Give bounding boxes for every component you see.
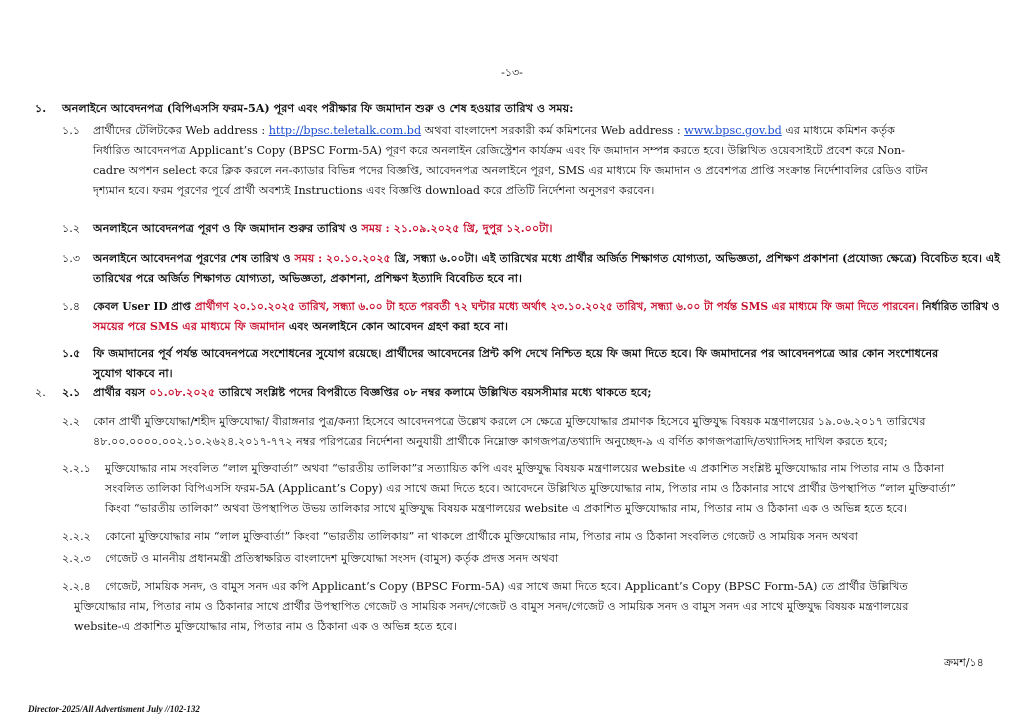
item-1-1-line-4: দৃশ্যমান হবে। ফরম পূরণের পূর্বে প্রার্থী অবশ্যই Instructions এবং বিজ্ঞপ্তি download করে প্রতিটি নির্দেশনা অনুসরণ করবেন।: [93, 184, 655, 197]
continued-marker: ক্রমশ/১৪: [944, 656, 984, 669]
item-1-1-text-c: এর মাধ্যমে কমিশন কর্তৃক: [781, 124, 895, 137]
section-2-number: ২.: [35, 386, 46, 399]
item-2-2-number: ২.২: [62, 415, 81, 428]
footer-reference: Director-2025/All Advertisment July //102-132: [28, 704, 200, 714]
item-1-4-deadline: প্রার্থীগণ ২০.১০.২০২৫ তারিখ, সন্ধ্যা ৬.০০ টা হতে পরবর্তী ৭২ ঘন্টার মধ্যে অর্থাৎ ২৩.১০.২০২৫ তারিখ, সন্ধ্যা ৬.০০ টা পর্যন্ত SMS এর মাধ্যমে ফি জমা দিতে পারবেন।: [194, 299, 919, 313]
item-2-2-4-line-3: website-এ প্রকাশিত মুক্তিযোদ্ধার নাম, পিতার নাম ও ঠিকানা এক ও অভিন্ন হতে হবে।: [74, 620, 457, 633]
item-1-1-number: ১.১: [62, 124, 81, 137]
item-2-2-1-line-3: কিংবা “ভারতীয় তালিকা” অথবা উপস্থাপিত উভয় তালিকার সাথে মুক্তিযুদ্ধ বিষয়ক মন্ত্রণালয়ের website এ প্রকাশিত মুক্তিযোদ্ধার নাম, পিতার নাম ও ঠিকানা এক ও অভিন্ন হতে হবে।: [105, 502, 908, 515]
item-2-1-age-date: ০১.০৮.২০২৫: [149, 385, 216, 399]
item-1-5-number: ১.৫: [62, 346, 81, 360]
item-1-3-text-a: অনলাইনে আবেদনপত্র পূরণের শেষ তারিখ ও: [93, 251, 295, 265]
item-1-3-text-c: খ্রি, সন্ধ্যা ৬.০০টা। এই তারিখের মধ্যে প্রার্থীর অর্জিত শিক্ষাগত যোগ্যতা, অভিজ্ঞতা, প্রশিক্ষণ প্রকাশনা (প্রযোজ্য ক্ষেত্রে) বিবেচিত হবে। এই: [390, 251, 1000, 265]
item-1-3-line-2: তারিখের পরে অর্জিত শিক্ষাগত যোগ্যতা, অভিজ্ঞতা, প্রকাশনা, প্রশিক্ষণ ইত্যাদি বিবেচিত হবে না।: [93, 271, 522, 285]
item-2-2-3-text: গেজেট ও মাননীয় প্রধানমন্ত্রী প্রতিস্বাক্ষরিত বাংলাদেশ মুক্তিযোদ্ধা সংসদ (বামুস) কর্তৃক প্রদত্ত সনদ অথবা: [105, 552, 559, 565]
item-2-2-4-line-2: মুক্তিযোদ্ধার নাম, পিতার নাম ও ঠিকানার সাথে প্রার্থীর উপস্থাপিত গেজেট ও সাময়িক সনদ/গেজেট ও বামুস সনদ/গেজেট ও সাময়িক সনদ ও বামুস সনদ এর সাথে মুক্তিযুদ্ধ বিষয়ক মন্ত্রণালয়ের: [74, 600, 909, 613]
item-1-5-line-2: সুযোগ থাকবে না।: [93, 366, 173, 380]
item-2-1-text-c: তারিখে সংশ্লিষ্ট পদের বিপরীতে বিজ্ঞপ্তির ০৮ নম্বর কলামে উল্লিখিত বয়সসীমার মধ্যে থাকতে হবে;: [215, 385, 652, 399]
item-1-5-line-1: ফি জমাদানের পূর্ব পর্যন্ত আবেদনপত্রে সংশোধনের সুযোগ রয়েছে। প্রার্থীদের আবেদনের প্রিন্ট কপি দেখে নিশ্চিত হয়ে ফি জমা দিতে হবে। ফি জমাদানের পর আবেদনপত্রে আর কোন সংশোধনের: [93, 346, 939, 360]
item-2-2-line-1: কোন প্রার্থী মুক্তিযোদ্ধা/শহীদ মুক্তিযোদ্ধা/ বীরাঙ্গনার পুত্র/কন্যা হিসেবে আবেদনপত্রে উল্লেখ করলে সে ক্ষেত্রে মুক্তিযোদ্ধার প্রমাণক হিসেবে মুক্তিযুদ্ধ বিষয়ক মন্ত্রণালয়ের ১৯.০৬.২০১৭ তারিখের: [93, 415, 926, 428]
section-1-heading: অনলাইনে আবেদনপত্র (বিপিএসসি ফরম-5A) পূরণ এবং পরীক্ষার ফি জমাদান শুরু ও শেষ হওয়ার তারিখ ও সময়:: [62, 101, 574, 115]
item-2-2-2-text: কোনো মুক্তিযোদ্ধার নাম “লাল মুক্তিবার্তা” কিংবা “ভারতীয় তালিকায়” না থাকলে প্রার্থীকে মুক্তিযোদ্ধার নাম, পিতার নাম ও ঠিকানা সংবলিত গেজেট ও সাময়িক সনদ অথবা: [105, 530, 858, 543]
item-1-4-line-1: [93, 298, 1000, 317]
item-1-4-line-2: [93, 318, 508, 337]
item-2-2-line-2: ৪৮.০০.০০০০.০০২.১০.২৬২৪.২০১৭-৭৭২ নম্বর পরিপত্রের নির্দেশনা অনুযায়ী প্রার্থীকে নিম্নোক্ত কাগজপত্র/তথ্যাদি অনুচ্ছেদ-৯ এ বর্ণিত কাগজপত্রাদি/তথ্যাদিসহ দাখিল করতে হবে;: [93, 435, 888, 448]
item-1-4-text-c: নির্ধারিত তারিখ ও: [918, 299, 1000, 313]
item-1-2-number: ১.২: [62, 222, 81, 235]
item-1-2-text: [93, 220, 553, 239]
item-2-2-4-line-1: গেজেট, সাময়িক সনদ, ও বামুস সনদ এর কপি Applicant’s Copy (BPSC Form-5A) এর সাথে জমা দিতে হবে। Applicant’s Copy (BPSC Form-5A) তে প্রার্থীর উল্লিখিত: [105, 580, 908, 593]
item-2-2-2-number: ২.২.২: [62, 530, 91, 543]
bpsc-link[interactable]: www.bpsc.gov.bd: [684, 124, 782, 137]
item-1-4-text-d: এবং অনলাইনে কোন আবেদন গ্রহণ করা হবে না।: [284, 319, 509, 333]
item-1-1-line-3: cadre অপশন select করে ক্লিক করলে নন-ক্যাডার বিভিন্ন পদের বিজ্ঞপ্তি, আবেদনপত্র অনলাইনে পূরণ, SMS এর মাধ্যমে ফি জমাদান ও প্রবেশপত্র প্রাপ্তি সংক্রান্ত নির্দেশাবলির রেডিও বাটন: [93, 164, 928, 177]
page-number: -১৩-: [501, 66, 523, 79]
item-1-1-text-b: অথবা বাংলাদেশ সরকারী কর্ম কমিশনের Web address :: [421, 124, 685, 137]
section-1-number: ১.: [35, 101, 47, 115]
item-1-4-number: ১.৪: [62, 300, 81, 313]
teletalk-link[interactable]: http://bpsc.teletalk.com.bd: [268, 124, 422, 137]
item-1-2-start-time: সময় : ২১.০৯.২০২৫ খ্রি, দুপুর ১২.০০টা।: [361, 221, 553, 235]
item-2-2-4-number: ২.২.৪: [62, 580, 91, 593]
item-2-2-3-number: ২.২.৩: [62, 552, 91, 565]
item-2-1-text-a: প্রার্থীর বয়স: [93, 385, 150, 399]
item-2-1-number: ২.১: [62, 385, 81, 399]
item-2-1-text: [93, 384, 652, 403]
item-1-3-end-time: সময় : ২০.১০.২০২৫: [294, 251, 391, 265]
item-1-1-text-a: প্রার্থীদের টেলিটকের Web address :: [93, 124, 269, 137]
item-1-2-text-a: অনলাইনে আবেদনপত্র পূরণ ও ফি জমাদান শুরুর তারিখ ও: [93, 221, 362, 235]
item-2-2-1-line-2: সংবলিত তালিকা বিপিএসসি ফরম-5A (Applicant’s Copy) এর সাথে জমা দিতে হবে। আবেদনে উল্লিখিত মুক্তিযোদ্ধার নাম, পিতার নাম ও ঠিকানার সাথে প্রার্থীর উপস্থাপিত “লাল মুক্তিবার্তা”: [105, 482, 956, 495]
item-2-2-1-number: ২.২.১: [62, 462, 91, 475]
item-1-1-line-2: নির্ধারিত আবেদনপত্র Applicant’s Copy (BPSC Form-5A) পূরণ করে অনলাইন রেজিস্ট্রেশন কার্যক্রম এবং ফি জমাদান সম্পন্ন করতে হবে। উল্লিখিত ওয়েবসাইটে প্রবেশ করে Non-: [93, 144, 905, 157]
item-2-2-1-line-1: মুক্তিযোদ্ধার নাম সংবলিত “লাল মুক্তিবার্তা” অথবা “ভারতীয় তালিকা”র সত্যায়িত কপি এবং মুক্তিযুদ্ধ বিষয়ক মন্ত্রণালয়ের website এ প্রকাশিত সংশ্লিষ্ট মুক্তিযোদ্ধার নাম পিতার নাম ও ঠিকানা: [105, 462, 945, 475]
item-1-4-late-note: সময়ের পরে SMS এর মাধ্যমে ফি জমাদান: [93, 319, 285, 333]
item-1-3-number: ১.৩: [62, 252, 81, 265]
item-1-1-line-1: [93, 122, 895, 141]
item-1-4-text-a: কেবল User ID প্রাপ্ত: [93, 299, 195, 313]
item-1-3-line-1: [93, 250, 1000, 269]
